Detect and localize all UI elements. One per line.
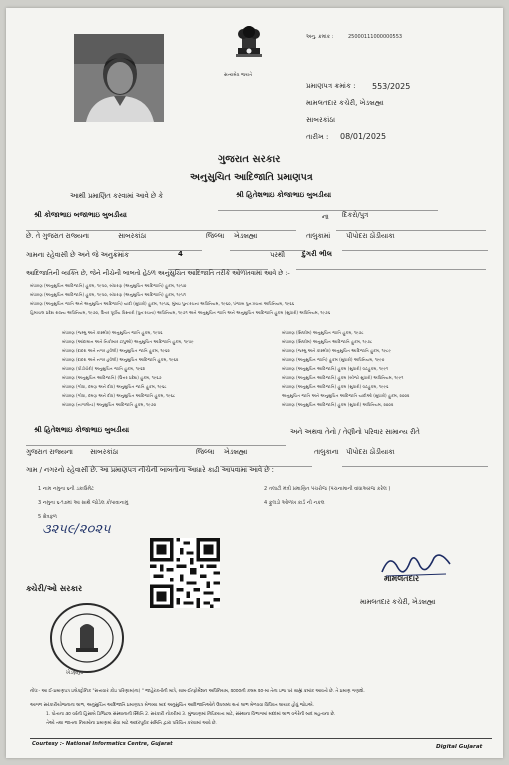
basis-item: 2 તલાટી મંત્રી પ્રમાણિત પંચરોજ (પંચનામાની વાંધાઅરજ કરેલ ) [264,486,391,492]
basis-item: 3 નમુના ૬-૧૭માં આ સાથે જોડેલ કોપાવાનામું [38,500,129,506]
order-left-item: બંધારણ (નાગાલેન્ડ) અનુસુચિત આદિજાતિ હુકમ, ૧૯૭૦ [62,402,157,407]
footer-divider [30,738,492,739]
certificate-number-label: પ્રમાણપત્ર ક્રમાંક : [306,82,356,90]
certify-intro: આથી પ્રમાણિત કરવામાં આવે છે કે [70,192,164,200]
underline [218,200,438,211]
government-title: ગુજરાત સરકાર [218,154,281,165]
father-name: શ્રી કોજાભાઇ બજાભાઇ બુબડીયા [34,211,127,219]
order-right-item: બંધારણ (અનુસુચિત આદિજાતિ) હુકમ (સુધારો) અધિનિયમ, ૨૦૦૨ [282,402,394,407]
underline [296,259,486,270]
underline [342,456,488,467]
serial-prefix: ગામના રહેવાસી છે અને જે અનુક્રમાંક [26,251,129,259]
orders-intro-line: હિમાચલ પ્રદેશ રાજ્ય અધિનિયમ, ૧૯૭૦, ઉત્તર પૂર્વીય વિસ્તારો (પુનઃરચના) અધિનિયમ, ૧૯૭૧ અને અનુસુચિત જાતિ અને અનુસુચિત આદિજાતિ હુકમ (સુધારો) અધિનિયમ, ૧૯૭૬ [30,310,331,315]
applicant-name: શ્રી હિતેશભાઇ કોજાભાઇ બુબડીયા [236,191,332,199]
district-label: જિલ્લા [206,232,225,240]
orders-heading: આદિજાતિની વ્યક્તિ છે, જેને નીચેની બાબતો હેઠળ અનુસુચિત આદિજાતિ તરીકે ઓળખવામાં આવે છે :- [26,269,290,277]
issue-date: 08/01/2025 [340,132,387,141]
footer-rule: તેઓ તથા જાતના નિયમોના પ્રમાણમાં સેવા માટે આદરપૂર્વક સમિતિ દ્વારા પરિચિત કરવામાં આવે છે. [46,721,217,726]
basis-item: 1 નામ નમુના ૬ની ડકાઉમેંટ [38,486,94,492]
village-value-2: પીપોદરા ઠોંડીયાકા [346,448,395,456]
taluka-value: ખેડબ્રહ્મા [234,232,258,240]
village-value: પીપોદરા ઠોંડીયાકા [346,232,395,240]
certificate-number: 553/2025 [372,82,411,91]
seal-bottom-text: ખેડબ્રહ્મા [66,670,84,676]
district-value: સાબરકાંઠા [118,232,147,240]
state-emblem-icon [228,22,270,78]
order-right-item: અનુસુચિત જાતિ અને અનુસુચિત આદિજાતિ યાદીઓ (સુધારો) હુકમ, ૨૦૦૨ [282,393,410,398]
date-label: તારીખ : [306,133,329,141]
order-left-item: બંધારણ (ગોવા, દમણ અને દીવ) અનુસુચિત આદિજાતિ હુકમ, ૧૯૬૮ [62,393,176,398]
caste-label: પરથી [270,251,286,259]
state-prefix: છે. તે ગુજરાત રાજ્યના [26,232,90,240]
underline [26,435,286,446]
footer-rule: 1. પોતાના ૩૦ વર્ષની હિસાબે ડિજિટલ સંસ્થાનાની સ્થિતિ 2. સરકારી નોકરીમાં 3. મુંજવણમાં નિષ્ક્રિયતા માટે, સંસ્થાના વિભાગમાં મદદમાં લાભ વગેરેની બાદ મહત્વના છે. [46,712,336,717]
taluka-value-2: ખેડબ્રહ્મા [224,448,248,456]
basis-item: 5 ક્ષેત્રફળ [38,514,57,520]
handwritten-entry: ૩૨૫૯/૨૦૨૫ [42,522,111,537]
digital-gujarat-brand: Digital Gujarat [436,744,483,750]
family-residence-text: અને અથવા તેનો / તેણીનો પરિવાર સામાન્ય રીતે [290,428,420,436]
order-right-item: બંધારણ (સિક્કીમ) અનુસુચિત આદિજાતિ હુકમ, ૧૯૭૮ [282,339,373,344]
emblem-caption: સત્યમેવ જયતે [224,73,253,78]
district-line: સાબરકાંઠા [306,116,336,124]
footer-note: નોંધ:- આ ઈ-પ્રમાણપત્ર ઇલેક્ટ્રોનિક "સત્તાવાર કોઇ પરિણામ(ના) " જાહેરકર્તાની માત્રે, ગ્રામ-ઈન્ફોર્મેશન અધિનિયમ, ૨૦૦૦ની કલમ ૨૦-મા તેના ઇજ પર ગ્રાહ્ય ક્રમાંક આવતો છે. તે પ્રમાણ ગણાશે. [30,689,365,694]
order-left-item: બંધારણ (જમ્મુ અને કાશ્મીર) અનુસુચિત જાતિ હુકમ, ૧૯૫૬ [62,330,163,335]
serial-label: અનુ. ક્રમાંક : [306,34,334,40]
order-left-item: બંધારણ (દાદરા અને નગર હવેલી) અનુસુચિત જાતિ હુકમ, ૧૯૬૨ [62,348,170,353]
applicant-photo [74,34,164,122]
order-right-item: બંધારણ (અનુસુચિત આદિજાતિ) હુકમ (સુધારો) વટહુકમ, ૧૯૯૧ [282,366,389,371]
state-prefix-2: ગુજરાત રાજ્યના [26,448,73,456]
district-value-2: સાબરકાંઠા [90,448,119,456]
applicant-name-repeat: શ્રી હિતેશભાઇ કોજાભાઇ બુબડીયા [34,426,130,434]
officer-office: મામલતદાર કચેરી, ખેડબ્રહ્મા [360,598,436,606]
relation-label: ના [322,213,329,221]
underline [342,240,488,251]
caste-value: દુંગરી ભીલ [302,250,332,258]
order-left-item: બંધારણ (ગોવા, દમણ અને દીવ) અનુસુચિત જાતિ હુકમ, ૧૯૬૮ [62,384,167,389]
relation-value: દિકરો/પુત્ર [342,211,369,219]
basis-item: 4 ફુલડો ઓળખ કાર્ડ ની નકલ [264,500,325,506]
basis-heading: ગામ / નગરનો રહેવાસી છે. આ પ્રમાણપત્ર નીચેની બાબતોના આધારે કાઢી આપવામાં આવે છે : [26,466,274,474]
order-left-item: બંધારણ (દાદરા અને નગર હવેલી) અનુસુચિત આદિજાતિ હુકમ, ૧૯૬૨ [62,357,179,362]
order-left-item: બંધારણ (પોંડીચેરી) અનુસુચિત જાતિ હુકમ, ૧૯૬૪ [62,366,146,371]
orders-intro-line: બંધારણ (અનુસુચિત જાતિ અને અનુસુચિત આદિજાતિ) યાદી (સુધારો) હુકમ, ૧૯૫૬, મુંબઇ પુનઃરચના અધિનિયમ, ૧૯૬૦, પંજાબ પુનઃરચના અધિનિયમ, ૧૯૬૬ [30,301,295,306]
qr-code [150,538,220,612]
underline [26,220,296,231]
orders-intro-line: બંધારણ (અનુસુચિત આદિજાતિ) હુકમ, ૧૯૫૦, બંધારણ (અનુસુચિત આદિજાતિ) હુકમ, ૧૯૫૧ [30,292,186,297]
taluka-label: તાલુકામાં [306,232,331,240]
courtesy-text: Courtesy :- National Informatics Centre, Gujarat [32,741,173,747]
officer-title: મામલતદાર [384,574,420,583]
seal-text: ક્ચેરી/ઓ સરકાર [26,584,83,593]
order-right-item: બંધારણ (અનુસુચિત આદિજાતિ) હુકમ (બીજો સુધારો) અધિનિયમ, ૧૯૯૧ [282,375,404,380]
district-label-2: જિલ્લા [196,448,215,456]
underline [114,240,202,251]
order-right-item: બંધારણ (સિક્કીમ) અનુસુચિત જાતિ હુકમ, ૧૯૭૮ [282,330,364,335]
serial-number: 25000111000000553 [348,34,403,40]
order-right-item: બંધારણ (જમ્મુ અને કાશ્મીર) અનુસુચિત આદિજાતિ હુકમ, ૧૯૮૯ [282,348,391,353]
serial-number-value: 4 [178,250,183,258]
office-seal [42,594,132,678]
order-left-item: બંધારણ (અનુસુચિત આદિજાતિ) (ઉત્તર પ્રદેશ) હુકમ, ૧૯૬૭ [62,375,162,380]
underline [230,240,304,251]
orders-intro-line: બંધારણ (અનુસુચિત આદિજાતિ) હુકમ, ૧૯૫૦, બંધારણ (અનુસુચિત આદિજાતિ) હુકમ, ૧૯૫૦ [30,283,187,288]
underline [336,220,486,231]
certificate-title: અનુસુચિત આદિજાતિ પ્રમાણપત્ર [190,172,313,183]
order-right-item: બંધારણ (અનુસુચિત જાતિ) હુકમ (સુધારો) અધિનિયમ, ૧૯૯૦ [282,357,385,362]
order-right-item: બંધારણ (અનુસુચિત આદિજાતિ) હુકમ (સુધારો) વટહુકમ, ૧૯૯૬ [282,384,389,389]
office-line: મામલતદાર કચેરી, ખેડબ્રહ્મા [306,99,384,107]
certificate-sheet [6,8,503,758]
order-left-item: બંધારણ (આંદામાન અને નિકોબાર ટાપુઓ) અનુસુચિત આદિજાતિ હુકમ, ૧૯૫૯ [62,339,194,344]
taluka-label-2: તાલુકાના [314,448,339,456]
footer-rules-intro: આગળ સરકારીયોજનાના લાભ, અનુસુચિત આદિજાતિ પ્રમાણપત્ર મેળવ્યા બાદ અનુસુચિત આદિજાતિઓને ઉપલબ્ધ થતાં લાભ મેળવવા વિધિવત લાયક હોવું જોઇએ. [30,703,314,708]
